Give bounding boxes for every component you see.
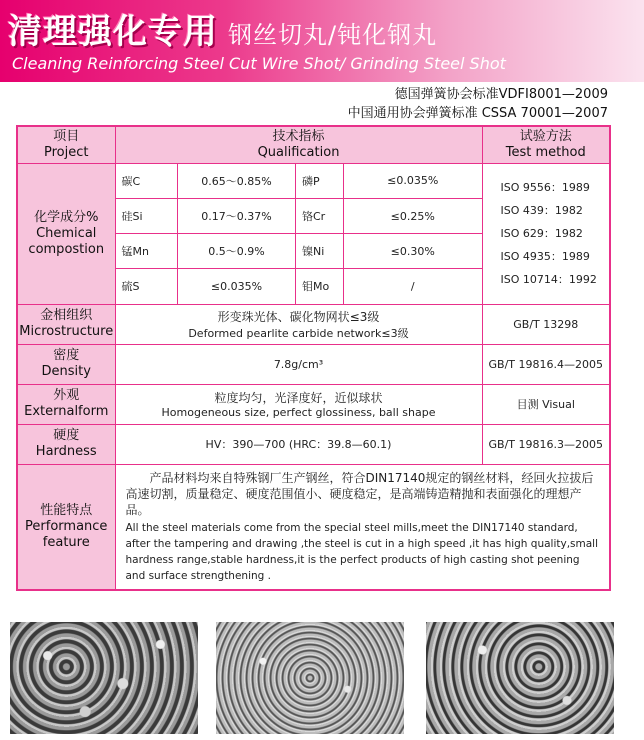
form-method: 目测 Visual	[482, 384, 610, 424]
form-value-en: Homogeneous size, perfect glossiness, ball shape	[161, 406, 436, 419]
table-row	[116, 164, 482, 199]
row-performance	[17, 464, 610, 590]
table-row	[116, 269, 482, 304]
element-name: 钼Mo	[296, 269, 344, 304]
label-hardness-en: Hardness	[35, 444, 97, 459]
standard-line-2: 中国通用协会弹簧标准 CSSA 70001—2007	[347, 106, 608, 121]
element-value: ≤0.25%	[344, 199, 482, 234]
label-microstructure	[17, 304, 115, 344]
element-value: ≤0.30%	[344, 234, 482, 269]
label-composition	[17, 163, 115, 304]
density-value: 7.8g/cm³	[115, 344, 482, 384]
label-form-zh: 外观	[53, 388, 80, 403]
label-micro-en: Microstructure	[19, 324, 114, 339]
label-density	[17, 344, 115, 384]
label-hardness-zh: 硬度	[53, 428, 80, 443]
element-name: 碳C	[116, 164, 178, 199]
list-item: ISO 9556：1989	[500, 181, 590, 194]
table-row	[116, 234, 482, 269]
hardness-method: GB/T 19816.3—2005	[482, 424, 610, 464]
performance-text-en: All the steel materials come from the special steel mills,meet the DIN17140 standard, after the tampering and drawing ,the steel is cut in a high speed ,it has high quality,small hardness range,stable hardness,it is the perfect products of high casting shot peening and surface strengthening .	[125, 521, 599, 582]
product-photo-conditioned-shot	[426, 622, 614, 734]
row-microstructure	[17, 304, 610, 344]
banner-title-main: 清理强化专用	[8, 12, 218, 52]
performance-text-zh: 产品材料均来自特殊钢厂生产钢丝，符合DIN17140规定的钢丝材料，经回火拉拔后高速切割，质量稳定、硬度范围值小、硬度稳定，是高端铸造精抛和表面强化的理想产品。	[125, 470, 594, 517]
performance-text	[115, 464, 610, 590]
label-composition-en1: Chemical	[36, 225, 97, 241]
header-project	[17, 126, 115, 163]
micro-value	[115, 304, 482, 344]
element-name: 硫S	[116, 269, 178, 304]
element-name: 铬Cr	[296, 199, 344, 234]
table-row	[116, 199, 482, 234]
spec-table	[16, 125, 611, 591]
row-composition	[17, 163, 610, 304]
list-item: ISO 629：1982	[500, 227, 583, 240]
composition-methods	[482, 163, 610, 304]
banner-subtitle-en: Cleaning Reinforcing Steel Cut Wire Shot/ Grinding Steel Shot	[12, 54, 506, 73]
micro-method: GB/T 13298	[482, 304, 610, 344]
element-value: ≤0.035%	[387, 174, 439, 188]
banner-title-sub: 钢丝切丸/钝化钢丸	[228, 21, 438, 49]
header-method-en: Test method	[505, 144, 586, 160]
element-value: 0.17～0.37%	[178, 199, 296, 234]
standard-line-1: 德国弹簧协会标准VDFI8001—2009	[394, 87, 608, 102]
label-density-zh: 密度	[53, 348, 80, 363]
micro-value-zh: 形变珠光体、碳化物网状≤3级	[217, 309, 380, 324]
row-hardness	[17, 424, 610, 464]
form-value	[115, 384, 482, 424]
label-micro-zh: 金相组织	[40, 308, 93, 323]
banner-title-row	[8, 6, 437, 52]
label-performance	[17, 464, 115, 590]
table-header-row	[17, 126, 610, 163]
label-composition-en2: compostion	[28, 241, 105, 257]
composition-grid	[116, 164, 482, 304]
element-value: /	[344, 269, 482, 304]
element-name: 镍Ni	[296, 234, 344, 269]
label-composition-zh: 化学成分%	[34, 209, 99, 225]
label-externalform	[17, 384, 115, 424]
iso-list	[483, 176, 610, 291]
composition-values	[115, 163, 482, 304]
header-method-zh: 试验方法	[519, 128, 572, 144]
list-item: ISO 4935：1989	[500, 250, 590, 263]
element-name: 硅Si	[116, 199, 178, 234]
element-value: 0.65～0.85%	[178, 164, 296, 199]
header-qualification	[115, 126, 482, 163]
form-value-zh: 粒度均匀，光泽度好，近似球状	[214, 391, 383, 405]
label-perf-en1: Performance	[25, 518, 108, 534]
element-name: 锰Mn	[116, 234, 178, 269]
label-density-en: Density	[41, 364, 91, 379]
header-method	[482, 126, 610, 163]
element-name: 磷P	[296, 164, 344, 199]
list-item: ISO 439：1982	[500, 204, 583, 217]
header-banner	[0, 0, 644, 82]
header-project-zh: 项目	[53, 128, 80, 144]
header-project-en: Project	[44, 144, 89, 160]
row-density	[17, 344, 610, 384]
label-form-en: Externalform	[24, 404, 109, 419]
label-hardness	[17, 424, 115, 464]
header-qual-en: Qualification	[257, 144, 340, 160]
row-externalform	[17, 384, 610, 424]
header-qual-zh: 技术指标	[272, 128, 325, 144]
label-perf-en2: feature	[42, 534, 90, 550]
element-value: 0.5～0.9%	[178, 234, 296, 269]
micro-value-en: Deformed pearlite carbide network≤3级	[188, 326, 409, 340]
element-value: ≤0.035%	[178, 269, 296, 304]
product-photo-steel-shot	[216, 622, 404, 734]
hardness-value: HV：390—700 (HRC：39.8—60.1)	[115, 424, 482, 464]
product-photo-cut-wire	[10, 622, 198, 734]
density-method: GB/T 19816.4—2005	[482, 344, 610, 384]
list-item: ISO 10714：1992	[500, 273, 597, 286]
label-perf-zh: 性能特点	[40, 502, 93, 518]
